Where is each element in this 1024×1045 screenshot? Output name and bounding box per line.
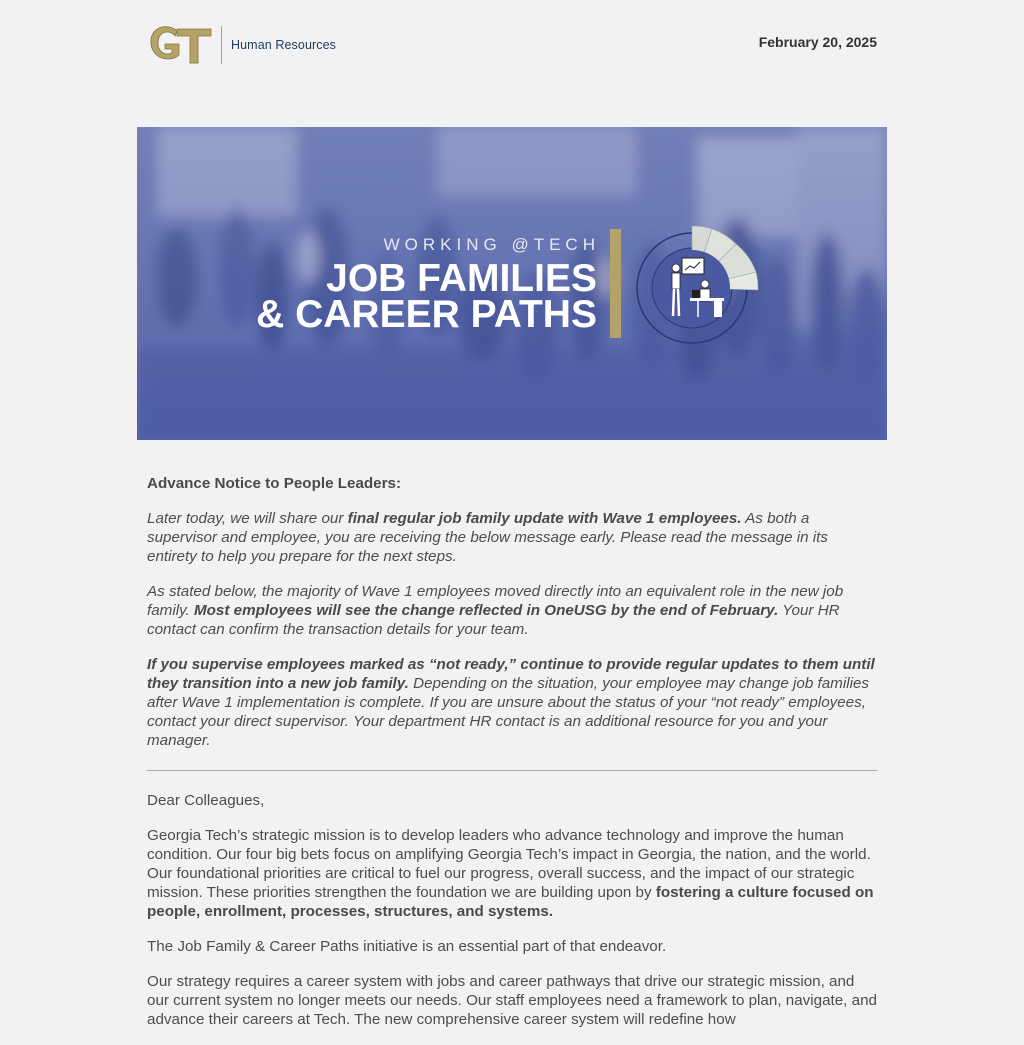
notice-paragraph-3	[147, 655, 877, 750]
notice-p1-text-end: As both a supervisor and employee, you are receiving the below message early. Please read the message in its entirety to help you prepare for the next steps.	[147, 510, 828, 565]
letter-salutation: Dear Colleagues,	[147, 792, 265, 809]
email-date: February 20, 2025	[758, 34, 877, 50]
letter-paragraph-2: The Job Family & Career Paths initiative is an essential part of that endeavor.	[147, 938, 667, 955]
logo-divider	[221, 26, 222, 64]
notice-p3-text: Depending on the situation, your employee may change job families after Wave 1 implementation is complete. If you are unsure about the status of your “not ready” employees, contact your direct supervisor. Your department HR contact is an additional resource for you and your manager.	[147, 675, 869, 749]
hero-title-line1: JOB FAMILIES	[326, 257, 597, 300]
notice-paragraph-2	[147, 582, 877, 639]
gt-logo-icon	[147, 23, 213, 67]
logo-text: Human Resources	[231, 38, 337, 52]
notice-p1-text: Later today, we will share our	[147, 510, 348, 527]
hero-title	[256, 257, 597, 336]
gt-hr-logo[interactable]	[147, 22, 336, 68]
letter-p1-text: Georgia Tech’s strategic mission is to develop leaders who advance technology and improve the human condition. Our four big bets focus on amplifying Georgia Tech’s impact in Georgia, the nation, and the world. Our foundational priorities are critical to fuel our progress, overall success, and the impact of our strategic mission. These priorities strengthen the foundation we are building upon by	[147, 827, 871, 901]
section-divider	[147, 770, 877, 771]
hero-eyebrow: WORKING @TECH	[383, 235, 600, 254]
notice-p3-bold: If you supervise employees marked as “not ready,” continue to provide regular updates to them until they transition into a new job family.	[147, 656, 875, 692]
hero-gold-bar	[610, 229, 621, 338]
letter-paragraph-1	[147, 826, 877, 921]
notice-p2-text-end: Your HR contact can confirm the transaction details for your team.	[147, 602, 840, 638]
letter-paragraph-3: Our strategy requires a career system with jobs and career pathways that drive our strategic mission, and our current system no longer meets our needs. Our staff employees need a framework to plan, navigate, and advance their careers at Tech. The new comprehensive career system will redefine how	[147, 973, 877, 1028]
notice-paragraph-1	[147, 509, 877, 566]
hero-title-line2: & CAREER PATHS	[256, 293, 597, 336]
notice-p2-bold: Most employees will see the change reflected in OneUSG by the end of February.	[193, 602, 779, 619]
notice-heading: Advance Notice to People Leaders:	[147, 475, 402, 492]
career-illustration-icon	[632, 222, 764, 344]
email-header	[147, 22, 877, 70]
notice-p1-bold: final regular job family update with Wave 1 employees.	[347, 510, 742, 527]
hero-banner	[137, 127, 887, 440]
letter-p1-bold: fostering a culture focused on people, enrollment, processes, structures, and systems.	[147, 884, 874, 920]
notice-p2-text: As stated below, the majority of Wave 1 employees moved directly into an equivalent role in the new job family.	[147, 583, 844, 619]
email-body	[147, 474, 877, 1045]
